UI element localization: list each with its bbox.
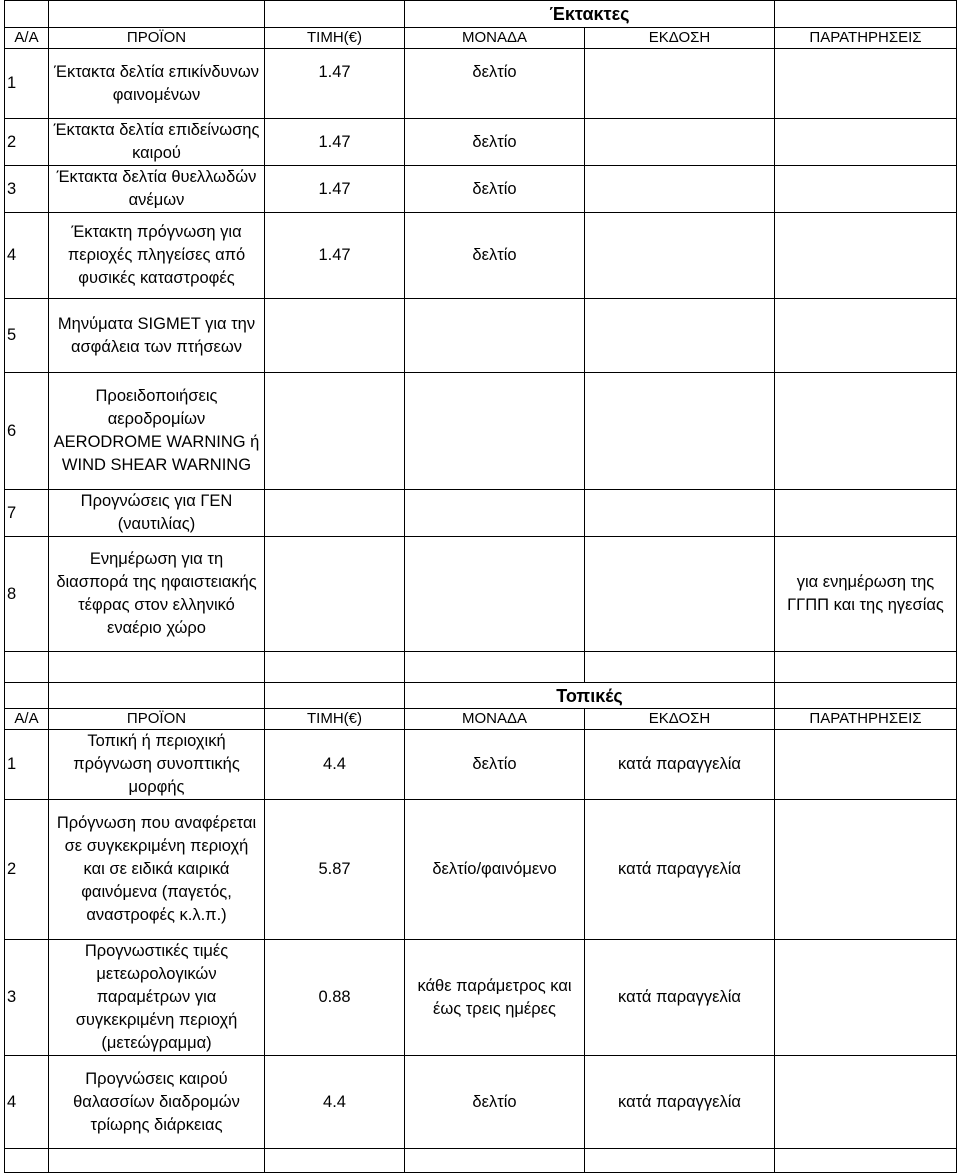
row-number: 4 <box>5 1056 49 1149</box>
table-row <box>5 373 957 490</box>
row-number: 3 <box>5 166 49 213</box>
issue-cell <box>585 373 775 490</box>
header-unit: ΜΟΝΑΔΑ <box>405 28 585 49</box>
notes-cell <box>775 299 957 373</box>
issue-cell: κατά παραγγελία <box>585 940 775 1056</box>
table-row <box>5 490 957 537</box>
table-row <box>5 299 957 373</box>
price-cell: 1.47 <box>265 119 405 166</box>
issue-cell <box>585 537 775 652</box>
unit-cell <box>405 299 585 373</box>
product-cell: Προειδοποιήσεις αεροδρομίων AERODROME WARNING ή WIND SHEAR WARNING <box>49 373 265 490</box>
row-number: 2 <box>5 119 49 166</box>
issue-cell <box>585 166 775 213</box>
header-issue: ΕΚΔΟΣΗ <box>585 709 775 730</box>
row-number: 2 <box>5 800 49 940</box>
product-cell: Έκτακτη πρόγνωση για περιοχές πληγείσες από φυσικές καταστροφές <box>49 213 265 299</box>
product-cell: Πρόγνωση που αναφέρεται σε συγκεκριμένη περιοχή και σε ειδικά καιρικά φαινόμενα (παγετός, αναστροφές κ.λ.π.) <box>49 800 265 940</box>
notes-cell <box>775 119 957 166</box>
section-title-extraordinary: Έκτακτες <box>405 1 775 28</box>
issue-cell <box>585 490 775 537</box>
notes-cell <box>775 730 957 800</box>
price-cell: 4.4 <box>265 1056 405 1149</box>
product-cell: Μηνύματα SIGMET για την ασφάλεια των πτήσεων <box>49 299 265 373</box>
unit-cell: δελτίο <box>405 49 585 119</box>
issue-cell: κατά παραγγελία <box>585 800 775 940</box>
unit-cell: δελτίο <box>405 166 585 213</box>
header-aa: Α/Α <box>5 28 49 49</box>
unit-cell: δελτίο <box>405 1056 585 1149</box>
row-number: 5 <box>5 299 49 373</box>
unit-cell <box>405 537 585 652</box>
row-number: 3 <box>5 940 49 1056</box>
row-number: 1 <box>5 730 49 800</box>
header-issue: ΕΚΔΟΣΗ <box>585 28 775 49</box>
unit-cell: δελτίο <box>405 119 585 166</box>
product-cell: Τοπική ή περιοχική πρόγνωση συνοπτικής μορφής <box>49 730 265 800</box>
price-table <box>4 0 957 1173</box>
spacer-row <box>5 652 957 683</box>
unit-cell: κάθε παράμετρος και έως τρεις ημέρες <box>405 940 585 1056</box>
unit-cell: δελτίο <box>405 730 585 800</box>
product-cell: Έκτακτα δελτία θυελλωδών ανέμων <box>49 166 265 213</box>
price-cell: 1.47 <box>265 166 405 213</box>
section-title-local: Τοπικές <box>405 683 775 709</box>
price-cell: 5.87 <box>265 800 405 940</box>
notes-cell <box>775 490 957 537</box>
row-number: 7 <box>5 490 49 537</box>
notes-cell <box>775 213 957 299</box>
row-number: 6 <box>5 373 49 490</box>
row-number: 8 <box>5 537 49 652</box>
unit-cell: δελτίο/φαινόμενο <box>405 800 585 940</box>
price-cell: 1.47 <box>265 213 405 299</box>
product-cell: Προγνώσεις καιρού θαλασσίων διαδρομών τρίωρης διάρκειας <box>49 1056 265 1149</box>
price-cell: 0.88 <box>265 940 405 1056</box>
price-cell <box>265 537 405 652</box>
notes-cell <box>775 49 957 119</box>
header-notes: ΠΑΡΑΤΗΡΗΣΕΙΣ <box>775 28 957 49</box>
unit-cell: δελτίο <box>405 213 585 299</box>
price-cell <box>265 490 405 537</box>
header-row <box>5 28 957 49</box>
table-row <box>5 49 957 119</box>
header-product: ΠΡΟΪΟΝ <box>49 709 265 730</box>
notes-cell <box>775 940 957 1056</box>
notes-cell <box>775 373 957 490</box>
header-aa: Α/Α <box>5 709 49 730</box>
issue-cell <box>585 49 775 119</box>
table-row <box>5 213 957 299</box>
empty-row <box>5 1149 957 1173</box>
price-cell <box>265 373 405 490</box>
issue-cell: κατά παραγγελία <box>585 730 775 800</box>
issue-cell <box>585 299 775 373</box>
notes-cell <box>775 800 957 940</box>
issue-cell <box>585 119 775 166</box>
product-cell: Έκτακτα δελτία επικίνδυνων φαινομένων <box>49 49 265 119</box>
table-row <box>5 730 957 800</box>
unit-cell <box>405 373 585 490</box>
issue-cell <box>585 213 775 299</box>
header-product: ΠΡΟΪΟΝ <box>49 28 265 49</box>
product-cell: Προγνώσεις για ΓΕΝ (ναυτιλίας) <box>49 490 265 537</box>
price-cell <box>265 299 405 373</box>
product-cell: Ενημέρωση για τη διασπορά της ηφαιστειακής τέφρας στον ελληνικό εναέριο χώρο <box>49 537 265 652</box>
notes-cell <box>775 166 957 213</box>
table-row <box>5 537 957 652</box>
header-notes: ΠΑΡΑΤΗΡΗΣΕΙΣ <box>775 709 957 730</box>
table-row <box>5 940 957 1056</box>
table-row <box>5 166 957 213</box>
row-number: 1 <box>5 49 49 119</box>
unit-cell <box>405 490 585 537</box>
table-row <box>5 1056 957 1149</box>
header-row <box>5 709 957 730</box>
table-row <box>5 119 957 166</box>
notes-cell <box>775 1056 957 1149</box>
price-cell: 4.4 <box>265 730 405 800</box>
product-cell: Έκτακτα δελτία επιδείνωσης καιρού <box>49 119 265 166</box>
price-cell: 1.47 <box>265 49 405 119</box>
header-unit: ΜΟΝΑΔΑ <box>405 709 585 730</box>
product-cell: Προγνωστικές τιμές μετεωρολογικών παραμέτρων για συγκεκριμένη περιοχή (μετεώγραμμα) <box>49 940 265 1056</box>
header-price: ΤΙΜΗ(€) <box>265 709 405 730</box>
notes-cell: για ενημέρωση της ΓΓΠΠ και της ηγεσίας <box>775 537 957 652</box>
issue-cell: κατά παραγγελία <box>585 1056 775 1149</box>
table-row <box>5 800 957 940</box>
row-number: 4 <box>5 213 49 299</box>
header-price: ΤΙΜΗ(€) <box>265 28 405 49</box>
